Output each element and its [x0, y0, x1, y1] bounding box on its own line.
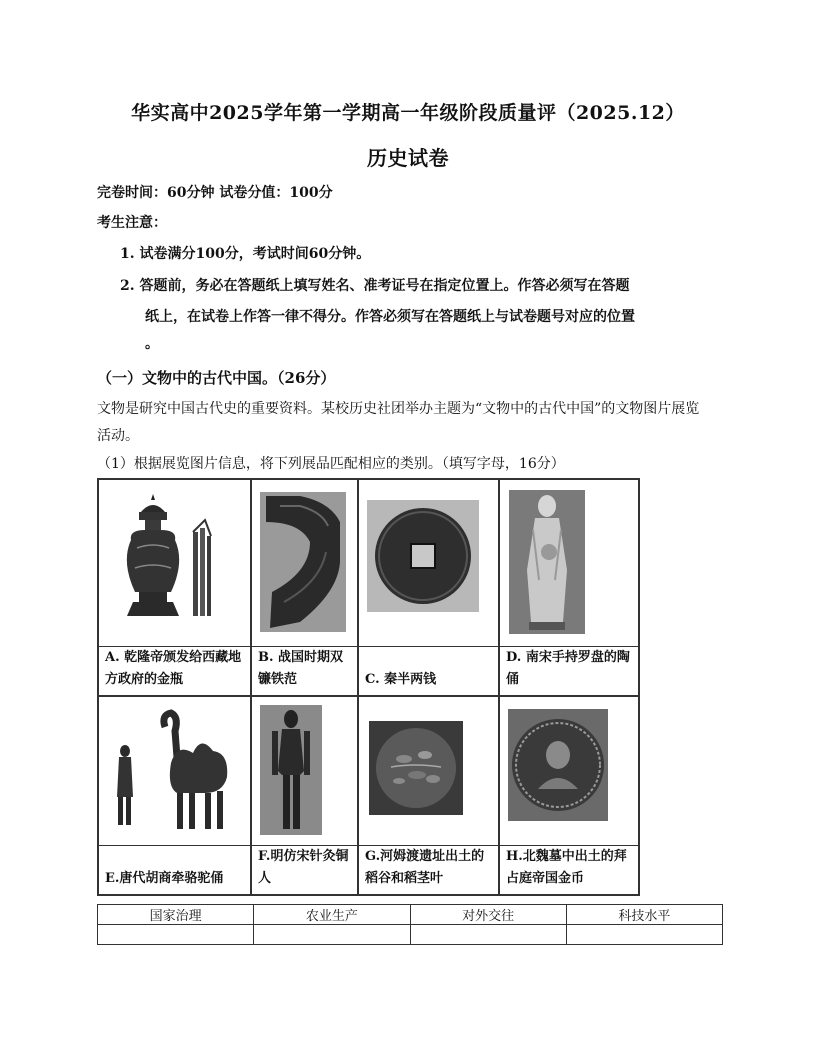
answer-cell-governance[interactable]: [98, 925, 254, 945]
column-header-foreign-relations: 对外交往: [410, 905, 566, 925]
exhibit-e-caption-2: E.唐代胡商牵骆驼俑: [105, 871, 224, 886]
exhibit-cell-c: [358, 479, 499, 696]
answer-table-blank-row: [98, 925, 723, 945]
qin-coin-image: [367, 500, 479, 612]
acupuncture-figure-image: [260, 705, 322, 835]
exhibit-cell-b: [251, 479, 358, 696]
exhibit-cell-g: [358, 696, 499, 895]
exhibit-h-caption-1: H.北魏墓中出土的拜: [506, 849, 627, 864]
exhibit-cell-h: [499, 696, 639, 895]
answer-table-header-row: [98, 905, 723, 925]
rice-grains-image: [369, 721, 463, 815]
exhibit-a-caption-2: 方政府的金瓶: [105, 672, 184, 687]
section-heading: （一）文物中的古代中国。（26分）: [97, 369, 336, 387]
exhibit-a-caption-1: A. 乾隆帝颁发给西藏地: [105, 650, 242, 665]
exam-title: 华实高中2025学年第一学期高一年级阶段质量评（2025.12）: [131, 102, 685, 124]
answer-cell-foreign-relations[interactable]: [410, 925, 566, 945]
golden-urn-image: [109, 492, 239, 637]
iron-mold-image: [260, 492, 346, 632]
exhibit-cell-f: [251, 696, 358, 895]
question-1: （1）根据展览图片信息，将下列展品匹配相应的类别。（填写字母，16分）: [97, 456, 565, 472]
answer-cell-agriculture[interactable]: [254, 925, 410, 945]
column-header-governance: 国家治理: [98, 905, 254, 925]
answer-cell-technology[interactable]: [566, 925, 722, 945]
answer-table: [97, 904, 723, 945]
column-header-agriculture: 农业生产: [254, 905, 410, 925]
exhibit-d-caption-1: D. 南宋手持罗盘的陶: [506, 650, 630, 665]
section-intro-line-1: 文物是研究中国古代史的重要资料。某校历史社团举办主题为“文物中的古代中国”的文物图片展览: [97, 401, 700, 417]
notice-item-2-line-2: 纸上，在试卷上作答一律不得分。作答必须写在答题纸上与试卷题号对应的位置: [145, 309, 635, 325]
notice-heading: 考生注意：: [97, 215, 167, 231]
exhibit-c-caption-1: C. 秦半两钱: [365, 672, 437, 687]
exhibit-d-caption-2: 俑: [506, 672, 520, 687]
exhibit-f-caption-1: F.明仿宋针灸铜: [258, 849, 349, 864]
section-intro-line-2: 活动。: [97, 428, 139, 444]
exam-subject: 历史试卷: [367, 146, 449, 170]
notice-item-2-line-3: 。: [145, 336, 159, 352]
exhibit-h-caption-2: 占庭帝国金币: [506, 871, 585, 886]
time-score-line: 完卷时间：60分钟 试卷分值：100分: [97, 185, 333, 201]
exhibit-cell-d: [499, 479, 639, 696]
exhibit-g-caption-2: 稻谷和稻茎叶: [365, 871, 444, 886]
exhibit-b-caption-1: B. 战国时期双: [258, 650, 344, 665]
notice-item-2-line-1: 2. 答题前，务必在答题纸上填写姓名、准考证号在指定位置上。作答必须写在答题: [120, 278, 630, 294]
notice-item-1: 1. 试卷满分100分，考试时间60分钟。: [120, 246, 371, 262]
compass-figurine-image: [509, 490, 585, 634]
exhibit-grid: [97, 478, 640, 896]
exhibit-f-caption-2: 人: [258, 871, 272, 886]
exhibit-g-caption-1: G.河姆渡遗址出土的: [365, 849, 485, 864]
column-header-technology: 科技水平: [566, 905, 722, 925]
byzantine-coin-image: [508, 709, 608, 821]
exhibit-cell-a: [98, 479, 251, 696]
exhibit-cell-e: [98, 696, 251, 895]
exhibit-b-caption-2: 镰铁范: [258, 672, 298, 687]
camel-figurine-image: [105, 707, 245, 837]
